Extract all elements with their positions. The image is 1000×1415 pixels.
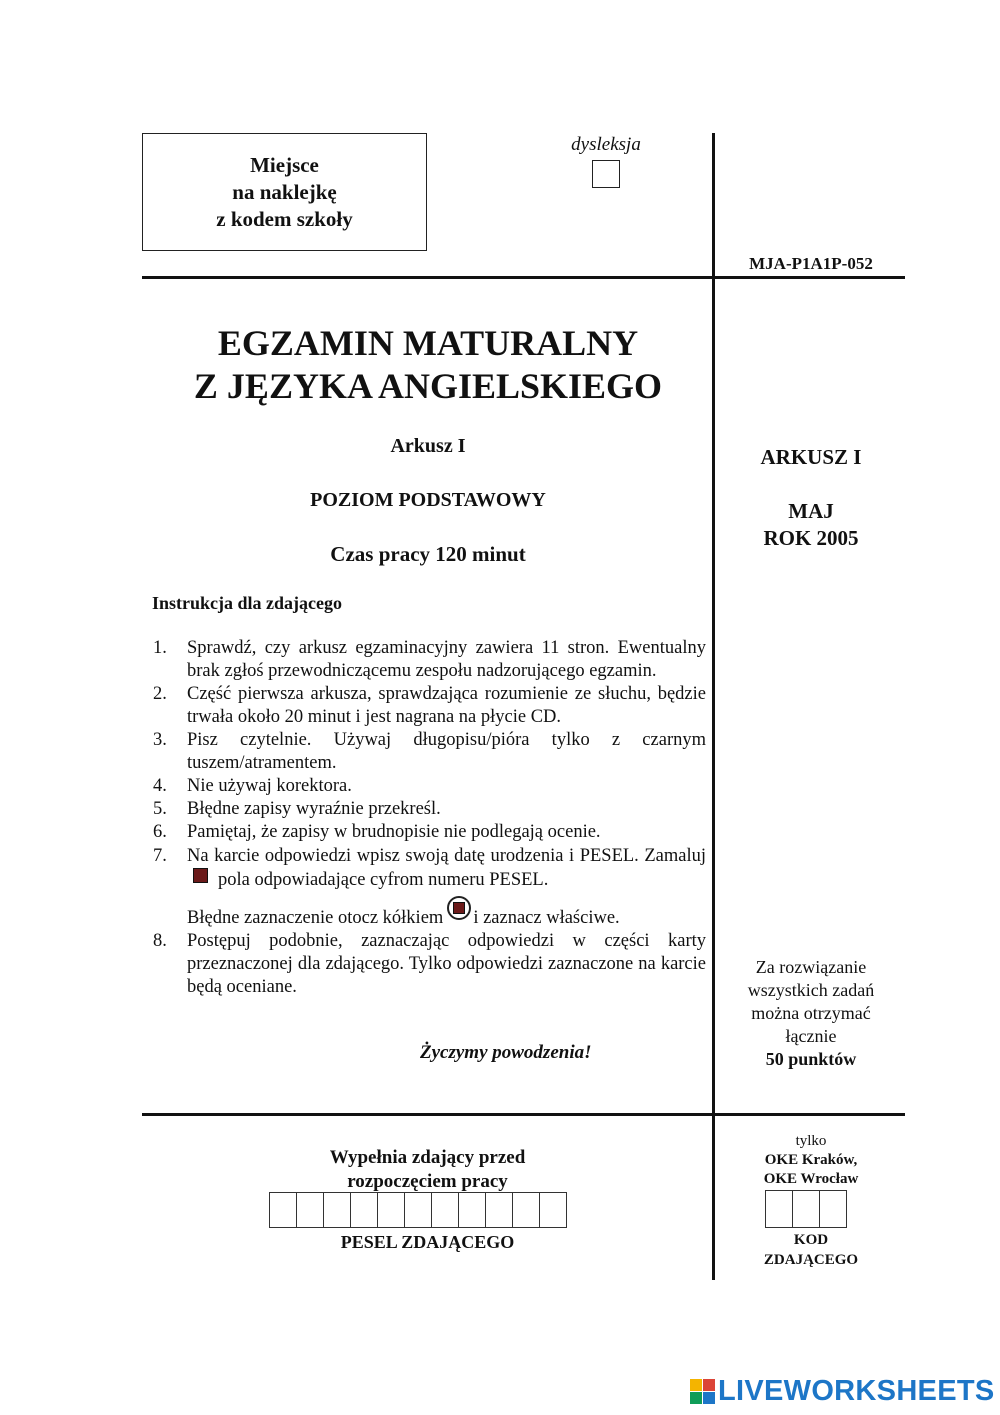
pesel-digit-box[interactable] <box>539 1192 567 1228</box>
liveworksheets-logo <box>690 1375 995 1408</box>
kod-digit-box[interactable] <box>765 1190 793 1228</box>
oke-line-1: tylko <box>795 1133 827 1149</box>
logo-square-yellow <box>690 1379 702 1391</box>
points-line-3: można otrzymać <box>751 1003 871 1023</box>
instruction-7-part-1: Na karcie odpowiedzi wpisz swoją datę urodzenia i PESEL. Zamaluj <box>187 846 706 866</box>
pesel-digit-box[interactable] <box>512 1192 540 1228</box>
side-year: ROK 2005 <box>763 526 859 550</box>
dyslexia-checkbox[interactable] <box>592 160 620 188</box>
instruction-text: Część pierwsza arkusza, sprawdzająca rozumienie ze słuchu, będzie trwała około 20 minut i jest nagrana na płycie CD. <box>187 684 706 727</box>
fill-line-2: rozpoczęciem pracy <box>347 1171 508 1192</box>
instruction-number: 6. <box>153 822 167 842</box>
instruction-item <box>150 821 706 844</box>
instruction-text: Nie używaj korektora. <box>187 776 352 796</box>
instruction-7-part-3: Błędne zaznaczenie otocz kółkiem <box>187 908 444 928</box>
instruction-text: Błędne zapisy wyraźnie przekreśl. <box>187 799 441 819</box>
instruction-item <box>150 637 706 683</box>
circled-square-fill <box>453 902 465 914</box>
exam-code: MJA-P1A1P-052 <box>749 254 873 273</box>
top-divider <box>142 276 905 279</box>
kod-input-boxes <box>766 1190 847 1228</box>
pesel-digit-box[interactable] <box>296 1192 324 1228</box>
points-total: 50 punktów <box>765 1049 857 1069</box>
points-line-2: wszystkich zadań <box>747 980 875 1000</box>
instruction-item <box>150 729 706 775</box>
logo-text: LIVEWORKSHEETS <box>718 1375 995 1407</box>
fill-line-1: Wypełnia zdający przed <box>329 1147 526 1168</box>
pesel-digit-box[interactable] <box>431 1192 459 1228</box>
pesel-digit-box[interactable] <box>404 1192 432 1228</box>
exam-title <box>142 322 714 408</box>
instruction-7-line-3 <box>187 896 706 930</box>
filled-square-icon <box>193 868 208 883</box>
kod-digit-box[interactable] <box>792 1190 820 1228</box>
pesel-digit-box[interactable] <box>269 1192 297 1228</box>
pesel-digit-box[interactable] <box>485 1192 513 1228</box>
instruction-number: 2. <box>153 684 167 704</box>
instruction-item-7 <box>150 844 706 930</box>
title-line-2: Z JĘZYKA ANGIELSKIEGO <box>193 366 663 406</box>
side-date <box>722 498 900 552</box>
points-line-1: Za rozwiązanie <box>755 957 867 977</box>
oke-note <box>722 1132 900 1189</box>
sticker-line-1: Miejsce <box>250 152 319 177</box>
logo-square-blue <box>703 1392 715 1404</box>
logo-square-green <box>690 1392 702 1404</box>
dyslexia-label: dysleksja <box>571 134 641 155</box>
kod-line-1: KOD <box>793 1232 829 1248</box>
side-month: MAJ <box>788 499 834 523</box>
sheet-label: Arkusz I <box>390 435 466 457</box>
sticker-line-3: z kodem szkoły <box>216 206 353 231</box>
instruction-item <box>150 798 706 821</box>
instructions-list <box>150 637 706 999</box>
side-sheet-label: ARKUSZ I <box>760 445 862 469</box>
instruction-text: Sprawdź, czy arkusz egzaminacyjny zawiera 11 stron. Ewentualny brak zgłoś przewodniczącemu zespołu nadzorującego egzamin. <box>187 638 706 681</box>
oke-line-2: OKE Kraków, <box>764 1152 858 1168</box>
instruction-text: Postępuj podobnie, zaznaczając odpowiedzi w części karty przeznaczonej dla zdającego. Tylko odpowiedzi zaznaczone na karcie będą oceniane. <box>187 931 706 997</box>
pesel-digit-box[interactable] <box>377 1192 405 1228</box>
liveworksheets-mark-icon <box>690 1379 715 1404</box>
fill-instruction <box>270 1146 585 1194</box>
pesel-digit-box[interactable] <box>458 1192 486 1228</box>
instructions-heading: Instrukcja dla zdającego <box>152 593 342 613</box>
time-label: Czas pracy 120 minut <box>330 542 526 566</box>
points-line-4: łącznie <box>785 1026 837 1046</box>
pesel-input-boxes <box>270 1192 567 1228</box>
vertical-divider <box>712 133 715 1280</box>
kod-digit-box[interactable] <box>819 1190 847 1228</box>
instruction-number: 4. <box>153 776 167 796</box>
instruction-7-part-4: i zaznacz właściwe. <box>473 908 620 928</box>
sticker-line-2: na naklejkę <box>232 179 337 204</box>
instruction-number: 3. <box>153 730 167 750</box>
oke-line-3: OKE Wrocław <box>763 1171 859 1187</box>
pesel-label: PESEL ZDAJĄCEGO <box>340 1232 515 1252</box>
instruction-text: Pisz czytelnie. Używaj długopisu/pióra tylko z czarnym tuszem/atramentem. <box>187 730 706 773</box>
kod-line-2: ZDAJĄCEGO <box>763 1252 859 1268</box>
logo-square-red <box>703 1379 715 1391</box>
kod-label <box>722 1230 900 1270</box>
title-line-1: EGZAMIN MATURALNY <box>217 323 639 363</box>
pesel-digit-box[interactable] <box>323 1192 351 1228</box>
instruction-number: 1. <box>153 638 167 658</box>
instruction-number: 7. <box>153 846 167 866</box>
instruction-number: 8. <box>153 931 167 951</box>
instruction-item <box>150 683 706 729</box>
circled-square-icon <box>447 896 471 920</box>
instruction-7-part-2: pola odpowiadające cyfrom numeru PESEL. <box>218 870 549 890</box>
good-luck-wish: Życzymy powodzenia! <box>420 1042 592 1063</box>
level-label: POZIOM PODSTAWOWY <box>310 489 546 511</box>
instruction-number: 5. <box>153 799 167 819</box>
bottom-divider <box>142 1113 905 1116</box>
pesel-digit-box[interactable] <box>350 1192 378 1228</box>
instruction-item <box>150 930 706 999</box>
points-info <box>722 956 900 1071</box>
school-sticker-box <box>142 133 427 251</box>
instruction-item <box>150 775 706 798</box>
instruction-text: Pamiętaj, że zapisy w brudnopisie nie podlegają ocenie. <box>187 822 601 842</box>
